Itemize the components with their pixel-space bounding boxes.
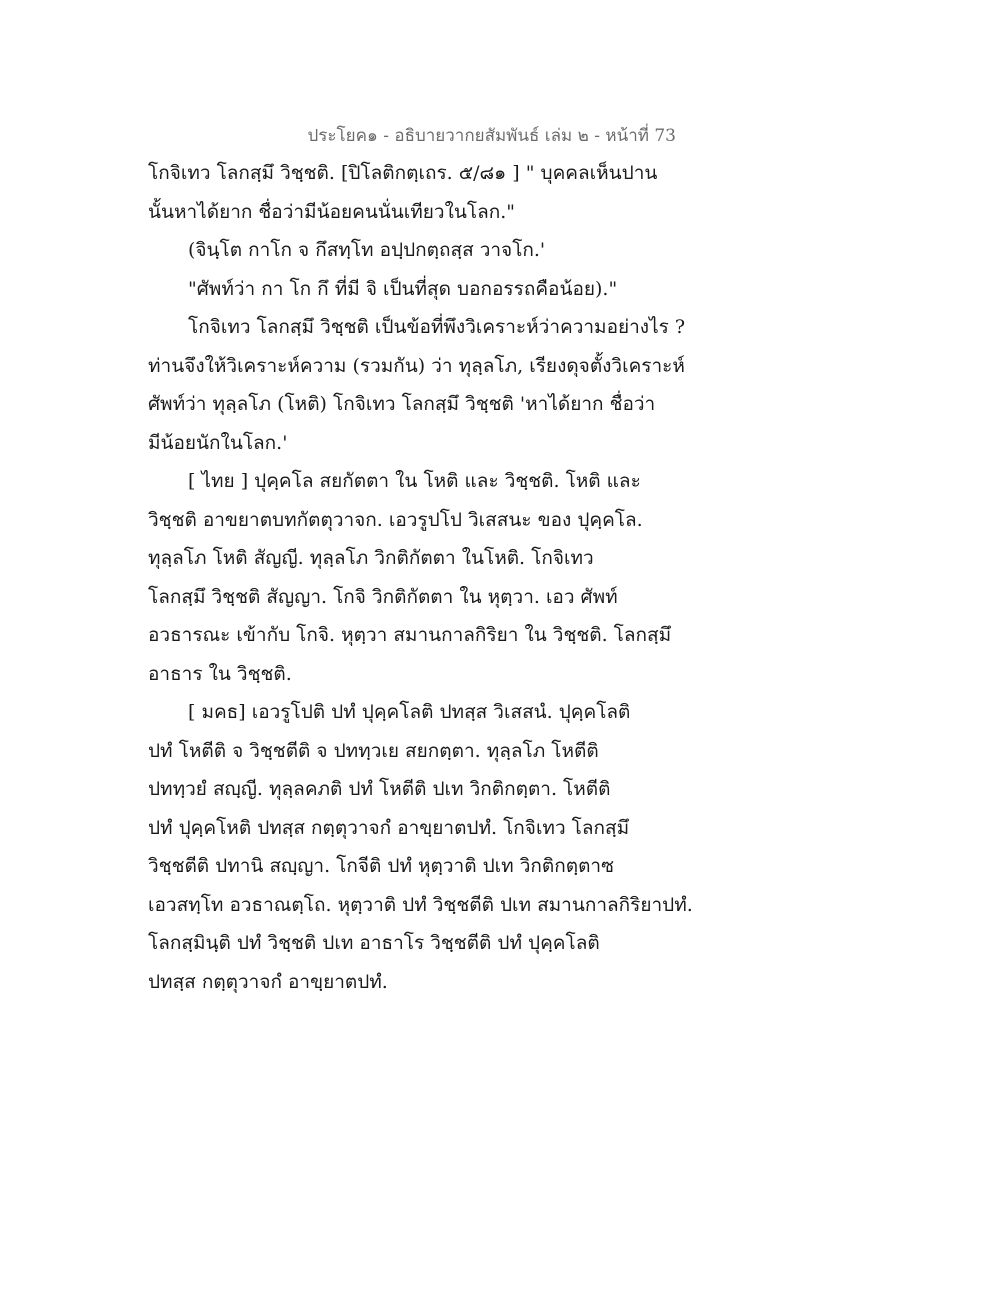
text-line: โลกสฺมินฺติ ปทํ วิชฺชติ ปเท อาธาโร วิชฺชตีติ ปทํ ปุคฺคโลติ (148, 932, 600, 954)
text-line: ปททฺวยํ สญฺญี. ทุลฺลคภติ ปทํ โหตีติ ปเท วิกติกตฺตา. โหตีติ (148, 778, 611, 800)
text-line: ท่านจึงให้วิเคราะห์ความ (รวมกัน) ว่า ทุลฺลโภ, เรียงดุจตั้งวิเคราะห์ (148, 354, 685, 377)
text-line: โกจิเทว โลกสฺมึ วิชฺชติ. [ปิโลติกตฺเถร. ๕/๘๑ ] " บุคคลเห็นปาน (148, 162, 658, 184)
text-line: ปทํ ปุคฺคโหติ ปทสฺส กตฺตุวาจกํ อาขฺยาตปทํ. โกจิเทว โลกสฺมึ (148, 816, 630, 839)
text-line: ศัพท์ว่า ทุลฺลโภ (โหติ) โกจิเทว โลกสฺมึ วิชฺชติ 'หาได้ยาก ชื่อว่า (148, 393, 656, 415)
text-line: ปทสฺส กตฺตุวาจกํ อาขฺยาตปทํ. (148, 970, 388, 993)
text-line: อวธารณะ เข้ากับ โกจิ. หุตฺวา สมานกาลกิริยา ใน วิชฺชติ. โลกสฺมึ (148, 624, 672, 646)
text-line: [ ไทย ] ปุคฺคโล สยกัตตา ใน โหติ และ วิชฺชติ. โหติ และ (188, 470, 641, 492)
text-line: วิชฺชติ อาขยาตบทกัตตุวาจก. เอวรูปโป วิเสสนะ ของ ปุคฺคโล. (148, 508, 643, 531)
text-line: นั้นหาได้ยาก ชื่อว่ามีน้อยคนนั่นเทียวในโลก." (148, 200, 516, 223)
text-line: เอวสทฺโท อวธาณตฺโถ. หุตฺวาติ ปทํ วิชฺชตีติ ปเท สมานกาลกิริยาปทํ. (148, 893, 693, 916)
text-line: ทุลฺลโภ โหติ สัญญี. ทุลฺลโภ วิกติกัตตา ในโหติ. โกจิเทว (148, 547, 594, 569)
body-text (148, 160, 708, 1007)
text-line: (จินฺโต กาโก จ กึสทฺโท อปฺปกตฺถสฺส วาจโก.' (188, 239, 546, 261)
text-line: วิชฺชตีติ ปทานิ สญฺญา. โกจีติ ปทํ หุตฺวาติ ปเท วิกติกตฺตาซ (148, 855, 614, 877)
text-line: ปทํ โหตีติ จ วิชฺชตีติ จ ปททฺวเย สยกตฺตา. ทุลฺลโภ โหตีติ (148, 739, 599, 762)
page-header: ประโยค๑ - อธิบายวากยสัมพันธ์ เล่ม ๒ - หน้าที่ 73 (307, 126, 676, 146)
text-line: โลกสฺมึ วิชฺชติ สัญญา. โกจิ วิกติกัตตา ใน หุตฺวา. เอว ศัพท์ (148, 585, 618, 608)
text-line: โกจิเทว โลกสฺมึ วิชฺชติ เป็นข้อที่พึงวิเคราะห์ว่าความอย่างไร ? (188, 316, 686, 338)
text-line: อาธาร ใน วิชฺชติ. (148, 662, 292, 685)
text-line: มีน้อยนักในโลก.' (148, 431, 288, 454)
text-line: "ศัพท์ว่า กา โก กึ ที่มี จิ เป็นที่สุด บอกอรรถคือน้อย)." (188, 277, 618, 300)
text-line: [ มคธ] เอวรูโปติ ปทํ ปุคฺคโลติ ปทสฺส วิเสสนํ. ปุคฺคโลติ (188, 701, 631, 723)
